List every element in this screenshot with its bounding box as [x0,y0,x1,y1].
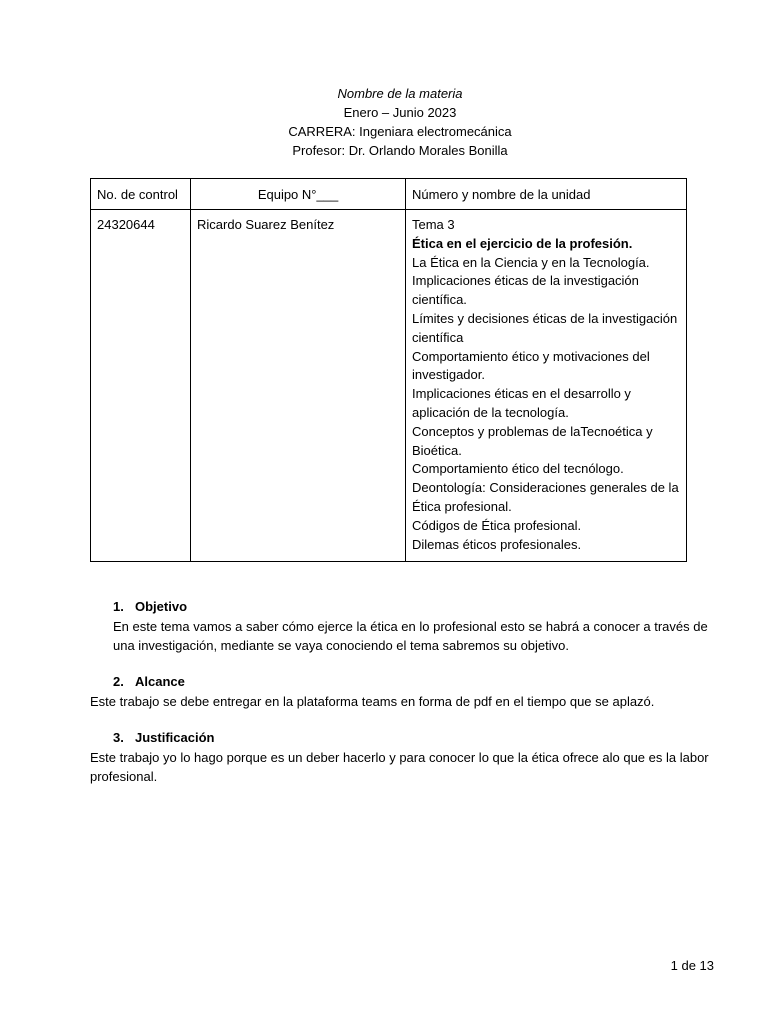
section-number: 1. [113,599,124,614]
professor: Profesor: Dr. Orlando Morales Bonilla [292,143,508,158]
topic-item: Conceptos y problemas de laTecnoética y Bioética. [412,423,653,458]
section-title: Alcance [135,674,185,689]
topic-item: Límites y decisiones éticas de la investigación científica [412,310,678,345]
table-header-row [91,179,687,210]
topic-item: La Ética en la Ciencia y en la Tecnología. [412,254,650,270]
unit-label: Tema 3 [412,217,455,232]
section-text: Este trabajo se debe entregar en la plataforma teams en forma de pdf en el tiempo que se aplazó. [90,693,655,709]
section-objetivo [90,597,716,656]
topic-item: Comportamiento ético del tecnólogo. [412,461,624,477]
team-cell: Ricardo Suarez Benítez [191,210,406,562]
unit-cell [406,210,687,562]
section-number: 2. [113,674,124,689]
section-heading [90,597,716,617]
section-heading [90,728,716,748]
topic-item: Dilemas éticos profesionales. [412,536,582,552]
course-name: Nombre de la materia [337,86,463,101]
section-title: Justificación [135,730,215,745]
section-justificacion [90,728,716,787]
section-text: En este tema vamos a saber cómo ejerce la ética en lo profesional esto se habrá a conocer a través de una investigación, mediante se vaya conociendo el tema sabremos su objetivo. [113,618,708,653]
info-table [90,178,687,562]
header-team: Equipo N°___ [191,179,406,210]
topic-item: Códigos de Ética profesional. [412,517,582,533]
topic-item: Implicaciones éticas en el desarrollo y aplicación de la tecnología. [412,386,631,420]
section-title: Objetivo [135,599,188,614]
control-number-cell: 24320644 [91,210,191,562]
unit-title: Ética en el ejercicio de la profesión. [412,235,633,251]
section-heading [90,672,716,692]
section-text: Este trabajo yo lo hago porque es un deber hacerlo y para conocer lo que la ética ofrece alo que es la labor profesional. [90,749,709,784]
header-control-number: No. de control [91,179,191,210]
section-alcance [90,672,716,711]
header-unit: Número y nombre de la unidad [406,179,687,210]
topic-item: Implicaciones éticas de la investigación científica. [412,273,639,308]
document-header [0,84,768,160]
table-row [91,210,687,562]
topic-item: Deontología: Consideraciones generales de la Ética profesional. [412,480,679,514]
page-number: 1 de 13 [670,958,714,973]
topic-item: Comportamiento ético y motivaciones del investigador. [412,348,650,383]
career: CARRERA: Ingeniara electromecánica [288,124,512,139]
period: Enero – Junio 2023 [343,105,457,120]
section-number: 3. [113,730,124,745]
